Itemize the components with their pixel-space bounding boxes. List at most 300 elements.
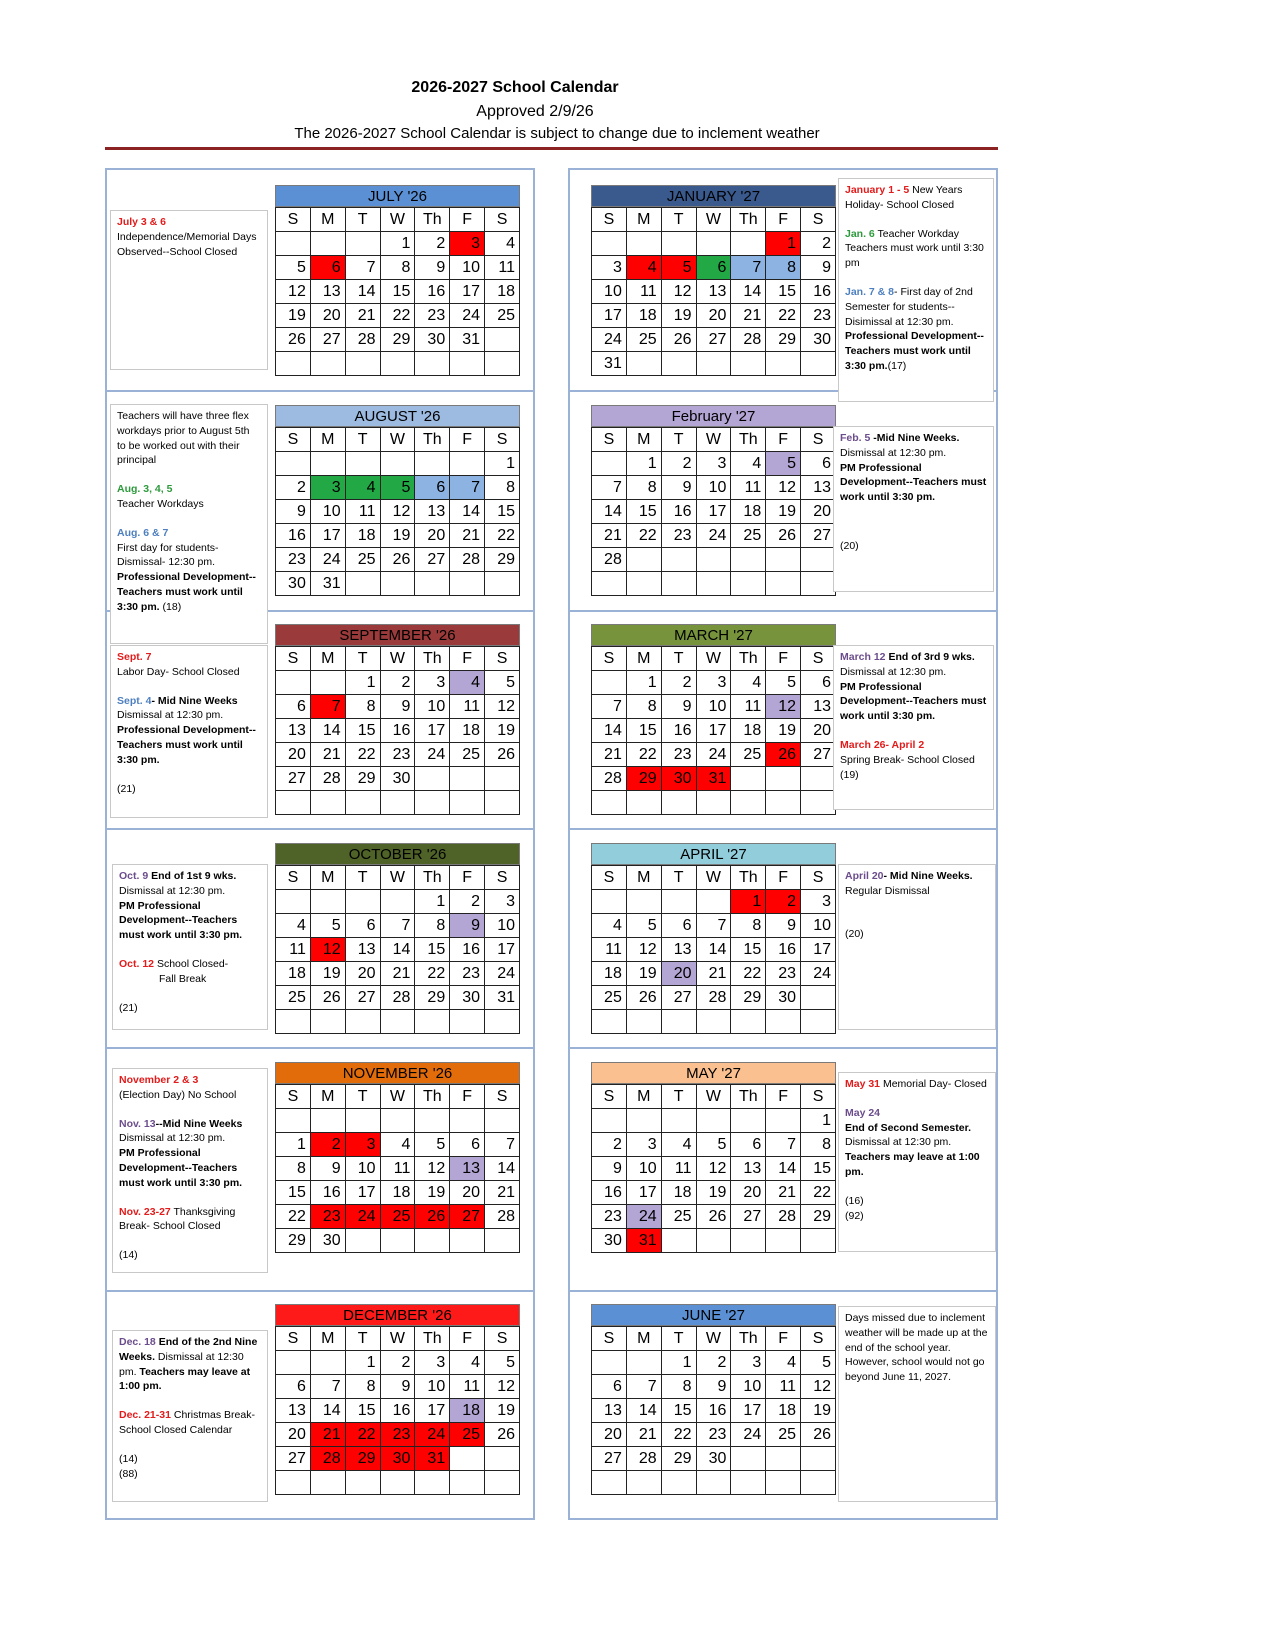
day-cell: 15 (485, 500, 520, 524)
day-cell: 7 (696, 914, 731, 938)
empty-day-cell (276, 452, 311, 476)
weekday-label: S (276, 647, 311, 671)
empty-day-cell (766, 791, 801, 815)
day-cell: 23 (661, 743, 696, 767)
month-calendar (591, 624, 836, 815)
day-cell: 23 (696, 1423, 731, 1447)
day-cell: 13 (592, 1399, 627, 1423)
weekday-label: S (801, 428, 836, 452)
day-cell: 24 (485, 962, 520, 986)
empty-day-cell (661, 791, 696, 815)
day-cell: 7 (592, 695, 627, 719)
day-cell: 12 (766, 476, 801, 500)
empty-day-cell (696, 572, 731, 596)
weekday-label: T (661, 1085, 696, 1109)
empty-day-cell (766, 572, 801, 596)
day-cell: 29 (345, 1447, 380, 1471)
day-cell: 8 (661, 1375, 696, 1399)
empty-day-cell (380, 791, 415, 815)
empty-day-cell (696, 1471, 731, 1495)
weekday-label: W (380, 866, 415, 890)
month-calendar (275, 185, 520, 376)
empty-day-cell (276, 890, 311, 914)
weekday-label: M (310, 1085, 345, 1109)
day-cell: 30 (310, 1229, 345, 1253)
day-cell: 26 (485, 743, 520, 767)
weekday-label: W (380, 428, 415, 452)
empty-day-cell (485, 352, 520, 376)
day-cell: 2 (310, 1133, 345, 1157)
empty-day-cell (766, 1447, 801, 1471)
empty-day-cell (380, 1010, 415, 1034)
day-cell: 8 (276, 1157, 311, 1181)
day-cell: 19 (661, 304, 696, 328)
weekday-label: W (696, 1327, 731, 1351)
day-cell: 20 (731, 1181, 766, 1205)
section-divider (105, 390, 535, 392)
day-cell: 20 (345, 962, 380, 986)
day-cell: 29 (661, 1447, 696, 1471)
day-cell: 30 (276, 572, 311, 596)
weekday-label: T (345, 1327, 380, 1351)
empty-day-cell (661, 572, 696, 596)
day-cell: 5 (485, 1351, 520, 1375)
empty-day-cell (380, 890, 415, 914)
month-grid (591, 865, 836, 1034)
section-divider (105, 828, 535, 830)
day-cell: 16 (696, 1399, 731, 1423)
empty-day-cell (345, 1109, 380, 1133)
weekday-label: M (310, 647, 345, 671)
day-cell: 22 (626, 743, 661, 767)
day-cell: 7 (485, 1133, 520, 1157)
day-cell: 18 (661, 1181, 696, 1205)
day-cell: 10 (592, 280, 627, 304)
day-cell: 14 (592, 500, 627, 524)
day-cell: 29 (276, 1229, 311, 1253)
day-cell: 10 (345, 1157, 380, 1181)
day-cell: 17 (345, 1181, 380, 1205)
day-cell: 26 (766, 524, 801, 548)
weekday-label: Th (415, 647, 450, 671)
weekday-label: S (485, 208, 520, 232)
month-calendar (591, 185, 836, 376)
empty-day-cell (310, 1109, 345, 1133)
empty-day-cell (696, 548, 731, 572)
month-grid (275, 646, 520, 815)
weekday-label: W (696, 428, 731, 452)
day-cell: 23 (801, 304, 836, 328)
day-cell: 5 (276, 256, 311, 280)
empty-day-cell (345, 890, 380, 914)
day-cell: 16 (661, 719, 696, 743)
day-cell: 26 (661, 328, 696, 352)
weekday-label: F (766, 1327, 801, 1351)
weekday-label: Th (731, 208, 766, 232)
day-cell: 26 (276, 328, 311, 352)
day-cell: 7 (310, 695, 345, 719)
empty-day-cell (345, 1229, 380, 1253)
day-cell: 6 (801, 452, 836, 476)
note-may: May 31 Memorial Day- Closed May 24 End of Second Semester. Dismissal at 12:30 pm. Teachers may leave at 1:00 pm. (16) (92) (838, 1072, 996, 1252)
empty-day-cell (731, 767, 766, 791)
day-cell: 1 (345, 671, 380, 695)
day-cell: 9 (592, 1157, 627, 1181)
day-cell: 26 (310, 986, 345, 1010)
section-divider (568, 1047, 998, 1049)
empty-day-cell (415, 1010, 450, 1034)
day-cell: 25 (276, 986, 311, 1010)
empty-day-cell (276, 1010, 311, 1034)
month-grid (591, 646, 836, 815)
day-cell: 16 (450, 938, 485, 962)
weekday-label: T (661, 208, 696, 232)
month-calendar (275, 843, 520, 1034)
empty-day-cell (592, 572, 627, 596)
day-cell: 22 (380, 304, 415, 328)
empty-day-cell (626, 572, 661, 596)
day-cell: 10 (415, 695, 450, 719)
weekday-label: M (626, 1085, 661, 1109)
day-cell: 24 (801, 962, 836, 986)
note-november: November 2 & 3 (Election Day) No School Nov. 13--Mid Nine Weeks Dismissal at 12:30 pm. PM Professional Development--Teachers must work until 3:30 pm. Nov. 23-27 Thanksgiving Break- School Closed (14) (112, 1068, 268, 1273)
day-cell: 6 (801, 671, 836, 695)
day-cell: 18 (450, 1399, 485, 1423)
weekday-label: S (276, 428, 311, 452)
empty-day-cell (731, 1471, 766, 1495)
day-cell: 29 (766, 328, 801, 352)
weekday-label: F (450, 866, 485, 890)
empty-day-cell (310, 1351, 345, 1375)
day-cell: 12 (485, 1375, 520, 1399)
day-cell: 4 (380, 1133, 415, 1157)
weekday-label: S (592, 428, 627, 452)
weekday-label: W (696, 866, 731, 890)
weekday-label: S (485, 428, 520, 452)
day-cell: 27 (801, 743, 836, 767)
day-cell: 27 (276, 767, 311, 791)
weekday-label: Th (731, 1085, 766, 1109)
calendar-title: 2026-2027 School Calendar (411, 79, 619, 96)
weekday-label: T (345, 428, 380, 452)
weekday-label: S (592, 1327, 627, 1351)
month-title: JULY '26 (275, 185, 520, 207)
weekday-label: Th (415, 1327, 450, 1351)
empty-day-cell (731, 791, 766, 815)
section-divider (568, 828, 998, 830)
empty-day-cell (731, 352, 766, 376)
day-cell: 23 (415, 304, 450, 328)
empty-day-cell (592, 452, 627, 476)
day-cell: 29 (415, 986, 450, 1010)
day-cell: 8 (345, 695, 380, 719)
day-cell: 12 (801, 1375, 836, 1399)
day-cell: 1 (801, 1109, 836, 1133)
day-cell: 21 (345, 304, 380, 328)
day-cell: 21 (485, 1181, 520, 1205)
empty-day-cell (696, 890, 731, 914)
day-cell: 2 (276, 476, 311, 500)
day-cell: 7 (345, 256, 380, 280)
day-cell: 25 (592, 986, 627, 1010)
empty-day-cell (592, 1109, 627, 1133)
day-cell: 31 (696, 767, 731, 791)
day-cell: 18 (766, 1399, 801, 1423)
day-cell: 11 (485, 256, 520, 280)
weekday-label: F (450, 647, 485, 671)
day-cell: 8 (626, 476, 661, 500)
day-cell: 30 (415, 328, 450, 352)
day-cell: 17 (592, 304, 627, 328)
day-cell: 22 (345, 743, 380, 767)
weekday-label: T (661, 1327, 696, 1351)
note-september: Sept. 7 Labor Day- School Closed Sept. 4- Mid Nine Weeks Dismissal at 12:30 pm. Professional Development--Teachers must work until 3:30 pm. (21) (110, 645, 268, 818)
day-cell: 19 (415, 1181, 450, 1205)
empty-day-cell (415, 352, 450, 376)
day-cell: 9 (766, 914, 801, 938)
day-cell: 31 (592, 352, 627, 376)
empty-day-cell (731, 1109, 766, 1133)
empty-day-cell (731, 572, 766, 596)
day-cell: 10 (696, 695, 731, 719)
empty-day-cell (450, 1447, 485, 1471)
note-july-text: Independence/Memorial Days Observed--School Closed (117, 230, 257, 258)
empty-day-cell (415, 1109, 450, 1133)
day-cell: 6 (696, 256, 731, 280)
day-cell: 27 (450, 1205, 485, 1229)
weekday-label: Th (731, 647, 766, 671)
empty-day-cell (380, 352, 415, 376)
empty-day-cell (415, 1229, 450, 1253)
empty-day-cell (731, 1229, 766, 1253)
day-cell: 4 (450, 671, 485, 695)
month-title: MARCH '27 (591, 624, 836, 646)
day-cell: 5 (766, 671, 801, 695)
empty-day-cell (626, 232, 661, 256)
weekday-label: T (345, 647, 380, 671)
empty-day-cell (731, 548, 766, 572)
empty-day-cell (310, 1010, 345, 1034)
day-cell: 15 (766, 280, 801, 304)
weekday-label: Th (415, 208, 450, 232)
day-cell: 7 (450, 476, 485, 500)
day-cell: 17 (450, 280, 485, 304)
empty-day-cell (415, 572, 450, 596)
day-cell: 30 (766, 986, 801, 1010)
day-cell: 15 (345, 719, 380, 743)
day-cell: 11 (626, 280, 661, 304)
day-cell: 2 (661, 671, 696, 695)
day-cell: 16 (661, 500, 696, 524)
day-cell: 1 (626, 671, 661, 695)
day-cell: 23 (592, 1205, 627, 1229)
empty-day-cell (450, 452, 485, 476)
day-cell: 15 (276, 1181, 311, 1205)
empty-day-cell (310, 352, 345, 376)
empty-day-cell (626, 1471, 661, 1495)
day-cell: 24 (310, 548, 345, 572)
day-cell: 17 (310, 524, 345, 548)
day-cell: 5 (766, 452, 801, 476)
empty-day-cell (592, 1351, 627, 1375)
day-cell: 19 (766, 500, 801, 524)
weekday-label: S (276, 208, 311, 232)
day-cell: 11 (731, 476, 766, 500)
empty-day-cell (661, 1229, 696, 1253)
day-cell: 28 (380, 986, 415, 1010)
empty-day-cell (801, 352, 836, 376)
day-cell: 23 (766, 962, 801, 986)
day-cell: 8 (801, 1133, 836, 1157)
day-cell: 18 (380, 1181, 415, 1205)
day-cell: 4 (766, 1351, 801, 1375)
note-february: Feb. 5 -Mid Nine Weeks. Dismissal at 12:30 pm. PM Professional Development--Teachers must work until 3:30 pm. (20) (833, 426, 994, 592)
day-cell: 3 (801, 890, 836, 914)
empty-day-cell (415, 452, 450, 476)
day-cell: 19 (485, 719, 520, 743)
empty-day-cell (450, 352, 485, 376)
empty-day-cell (626, 548, 661, 572)
empty-day-cell (696, 232, 731, 256)
weekday-label: F (766, 866, 801, 890)
weekday-label: S (801, 208, 836, 232)
empty-day-cell (485, 1109, 520, 1133)
empty-day-cell (415, 791, 450, 815)
note-july (110, 210, 268, 370)
day-cell: 2 (696, 1351, 731, 1375)
day-cell: 8 (345, 1375, 380, 1399)
day-cell: 13 (276, 719, 311, 743)
day-cell: 25 (626, 328, 661, 352)
empty-day-cell (592, 1010, 627, 1034)
day-cell: 30 (661, 767, 696, 791)
day-cell: 7 (592, 476, 627, 500)
day-cell: 14 (345, 280, 380, 304)
empty-day-cell (766, 352, 801, 376)
weekday-label: S (485, 647, 520, 671)
day-cell: 9 (380, 695, 415, 719)
empty-day-cell (696, 1109, 731, 1133)
empty-day-cell (310, 452, 345, 476)
header-rule (105, 147, 998, 150)
day-cell: 19 (310, 962, 345, 986)
day-cell: 3 (731, 1351, 766, 1375)
empty-day-cell (731, 232, 766, 256)
day-cell: 1 (485, 452, 520, 476)
empty-day-cell (276, 352, 311, 376)
day-cell: 27 (731, 1205, 766, 1229)
month-calendar (591, 1304, 836, 1495)
day-cell: 31 (485, 986, 520, 1010)
day-cell: 17 (696, 500, 731, 524)
day-cell: 11 (380, 1157, 415, 1181)
day-cell: 14 (310, 719, 345, 743)
day-cell: 21 (310, 1423, 345, 1447)
day-cell: 3 (415, 671, 450, 695)
day-cell: 20 (801, 500, 836, 524)
day-cell: 24 (696, 524, 731, 548)
day-cell: 30 (801, 328, 836, 352)
month-title: OCTOBER '26 (275, 843, 520, 865)
weekday-label: T (345, 208, 380, 232)
day-cell: 24 (592, 328, 627, 352)
empty-day-cell (276, 1471, 311, 1495)
day-cell: 30 (696, 1447, 731, 1471)
month-title: SEPTEMBER '26 (275, 624, 520, 646)
day-cell: 4 (592, 914, 627, 938)
weekday-label: S (592, 866, 627, 890)
day-cell: 20 (276, 1423, 311, 1447)
day-cell: 24 (415, 1423, 450, 1447)
weekday-label: W (380, 208, 415, 232)
empty-day-cell (380, 1471, 415, 1495)
empty-day-cell (310, 890, 345, 914)
day-cell: 9 (310, 1157, 345, 1181)
day-cell: 13 (696, 280, 731, 304)
empty-day-cell (380, 1229, 415, 1253)
weekday-label: S (485, 866, 520, 890)
weekday-label: M (626, 1327, 661, 1351)
day-cell: 19 (801, 1399, 836, 1423)
month-grid (275, 865, 520, 1034)
day-cell: 7 (310, 1375, 345, 1399)
section-divider (105, 1047, 535, 1049)
day-cell: 23 (661, 524, 696, 548)
empty-day-cell (310, 791, 345, 815)
weekday-label: M (310, 208, 345, 232)
month-grid (275, 207, 520, 376)
day-cell: 24 (731, 1423, 766, 1447)
day-cell: 8 (766, 256, 801, 280)
empty-day-cell (801, 572, 836, 596)
day-cell: 13 (310, 280, 345, 304)
empty-day-cell (731, 1010, 766, 1034)
day-cell: 27 (801, 524, 836, 548)
day-cell: 14 (485, 1157, 520, 1181)
day-cell: 11 (345, 500, 380, 524)
weekday-label: M (310, 1327, 345, 1351)
weekday-label: S (801, 1085, 836, 1109)
empty-day-cell (276, 1109, 311, 1133)
weekday-label: S (592, 1085, 627, 1109)
day-cell: 22 (485, 524, 520, 548)
empty-day-cell (345, 791, 380, 815)
empty-day-cell (626, 791, 661, 815)
day-cell: 13 (801, 476, 836, 500)
day-cell: 19 (696, 1181, 731, 1205)
approved-date: Approved 2/9/26 (476, 103, 594, 120)
day-cell: 31 (310, 572, 345, 596)
empty-day-cell (801, 767, 836, 791)
empty-day-cell (592, 1471, 627, 1495)
weekday-label: S (485, 1085, 520, 1109)
day-cell: 11 (731, 695, 766, 719)
empty-day-cell (485, 1010, 520, 1034)
day-cell: 1 (731, 890, 766, 914)
day-cell: 6 (592, 1375, 627, 1399)
empty-day-cell (485, 1229, 520, 1253)
day-cell: 23 (310, 1205, 345, 1229)
day-cell: 5 (696, 1133, 731, 1157)
weekday-label: F (450, 208, 485, 232)
day-cell: 27 (345, 986, 380, 1010)
day-cell: 25 (661, 1205, 696, 1229)
day-cell: 3 (450, 232, 485, 256)
day-cell: 22 (661, 1423, 696, 1447)
empty-day-cell (276, 1351, 311, 1375)
month-grid (275, 1084, 520, 1253)
empty-day-cell (766, 1229, 801, 1253)
